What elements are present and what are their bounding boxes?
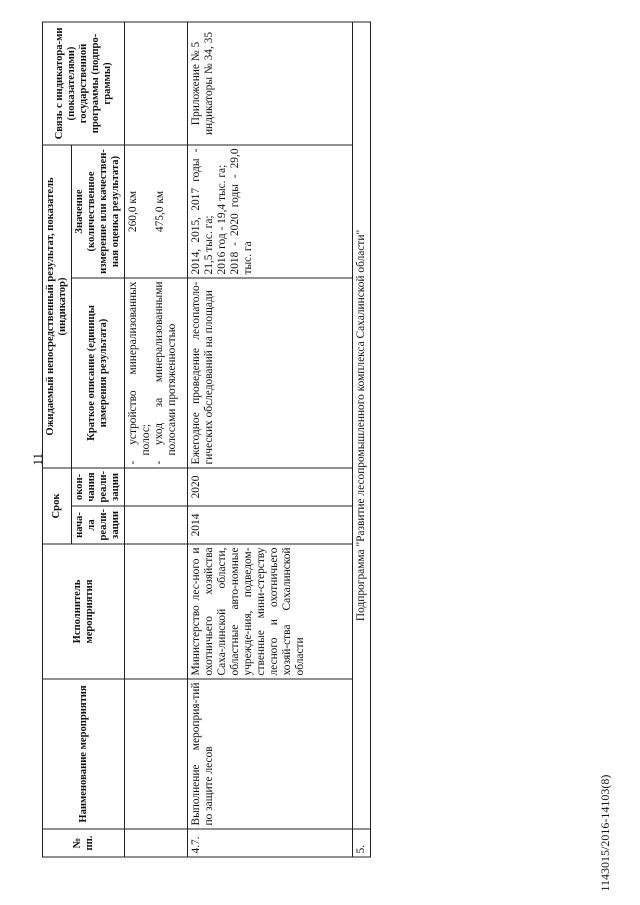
- row2-link: Приложение № 5 индикаторы № 34, 35: [188, 21, 353, 144]
- table-row: [125, 21, 188, 856]
- row2-value-line2: 2016 год - 19,4 тыс. га;: [216, 164, 229, 274]
- row1-value: [125, 144, 188, 277]
- row2-start: 2014: [188, 506, 353, 544]
- measures-table: [42, 21, 371, 857]
- row1-value1: 260,0 км: [127, 190, 140, 232]
- header-desc: Краткое описание (единицы измерения результата): [72, 277, 125, 467]
- header-name: Наименование мероприятия: [43, 679, 125, 829]
- page-number: 11: [30, 452, 45, 465]
- table-row: [188, 21, 353, 856]
- row1-desc: [125, 277, 188, 467]
- row1-bullet1: - устройство минерализованных полос;: [127, 280, 153, 464]
- row1-value2: 475,0 км: [154, 190, 167, 232]
- header-link: Связь с индикатора-ми (показателями) государственной программы (подпро-граммы): [43, 21, 125, 144]
- table-row: [353, 21, 371, 856]
- header-value: Значение (количественное измерение или качествен-ная оценка результата): [72, 144, 125, 277]
- row3-num: 5.: [353, 829, 371, 857]
- header-row: [43, 21, 72, 856]
- row1-bullet2: - уход за минерализованными полосами протяженностью: [153, 280, 179, 464]
- header-executor: Исполнитель мероприятия: [43, 544, 125, 679]
- row2-value: [188, 144, 353, 277]
- header-term: Срок: [43, 467, 72, 543]
- row2-end: 2020: [188, 467, 353, 505]
- header-num: № пп.: [43, 829, 125, 857]
- row2-num: 4.7.: [188, 829, 353, 857]
- row2-executor: Министерство лес-ного и охотничьего хозяйства Саха-линской области, областные авто-номные учрежде-ния, подведом-ственные мини-стерству лесного и охотничьего хозяй-ства Сахалинской области: [188, 544, 353, 679]
- header-result: Ожидаемый непосредственный результат, показатель (индикатор): [43, 144, 72, 467]
- row2-value-line1: 2014, 2015, 2017 годы - 21,5 тыс. га;: [190, 147, 216, 274]
- row2-name: Выполнение мероприя-тий по защите лесов: [188, 679, 353, 829]
- row2-desc: Ежегодное проведение лесопатоло-гических обследований на площади: [188, 277, 353, 467]
- document-id: 1143015/2016-14103(8): [598, 774, 612, 891]
- header-end: окон-чания реали-зации: [72, 467, 125, 505]
- header-start: нача-ла реали-зации: [72, 506, 125, 544]
- row2-value-line3: 2018 - 2020 годы - 29,0 тыс. га: [229, 147, 255, 274]
- row3-subprogram: Подпрограмма "Развитие лесопромышленного комплекса Сахалинской области": [353, 21, 371, 828]
